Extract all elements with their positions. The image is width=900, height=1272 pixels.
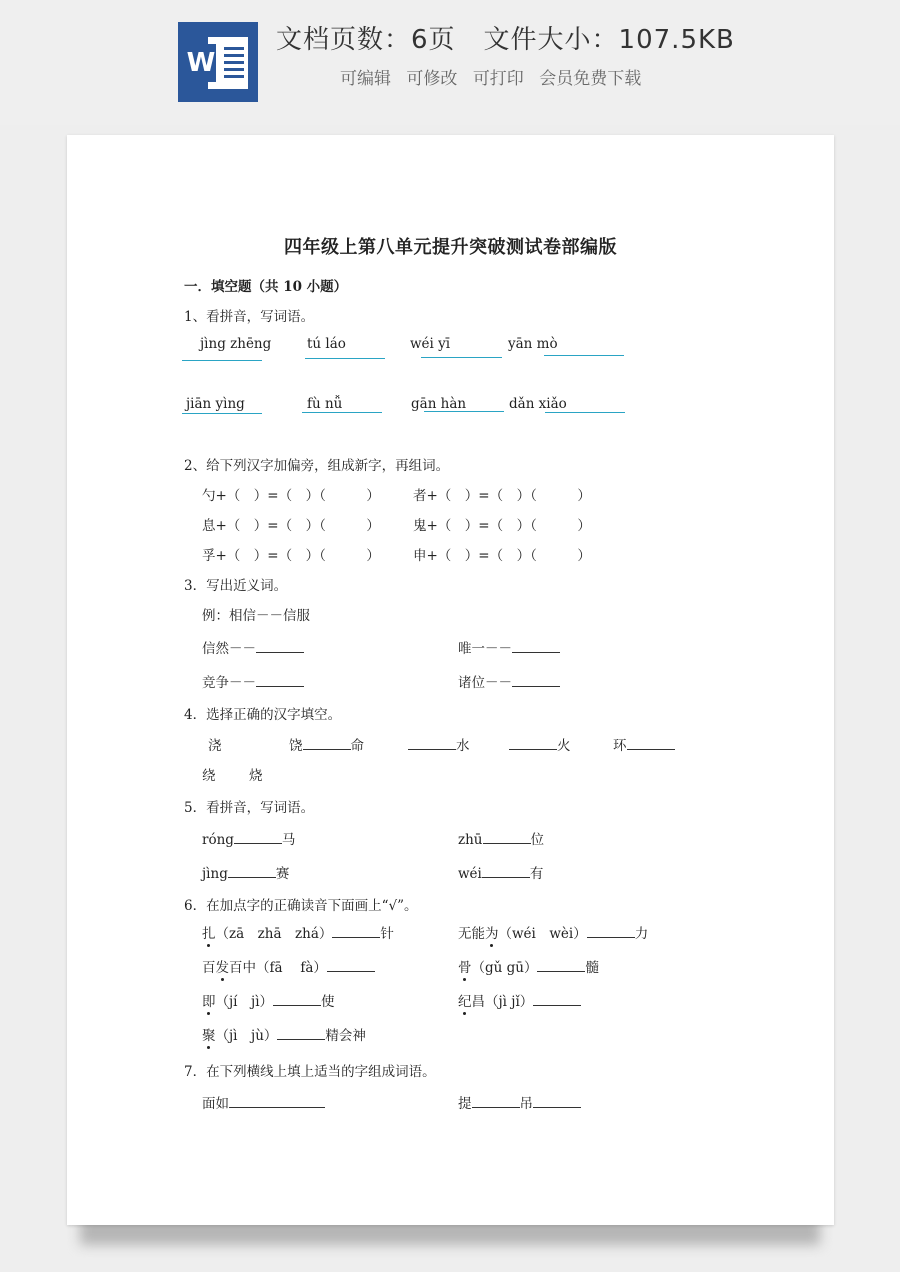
q1-answer-line[interactable] [545, 412, 625, 413]
section-heading: 一．填空题（共 10 小题） [184, 279, 348, 295]
q6-label: 6．在加点字的正确读音下面画上“√”。 [184, 898, 418, 914]
q6-item: 聚（jì jù） 精会神 [202, 1024, 366, 1044]
answer-blank[interactable] [277, 1025, 325, 1040]
q6-item: 无能为（wéi wèi） 力 [458, 922, 648, 942]
q2-item: 鬼+（ ）=（ ）（ ） [413, 518, 591, 534]
word-logo-icon [178, 22, 258, 102]
q4-option: 绕 [202, 768, 216, 784]
answer-blank[interactable] [228, 863, 276, 878]
q1-answer-line[interactable] [182, 360, 262, 361]
answer-blank[interactable] [482, 863, 530, 878]
q5-item: zhū 位 [458, 828, 544, 848]
feature-editable: 可编辑 [340, 69, 391, 89]
q4-item: 饶 命 [289, 734, 364, 754]
q4-option: 烧 [249, 768, 263, 784]
q7-item: 提 吊 [458, 1092, 581, 1112]
answer-blank[interactable] [627, 735, 675, 750]
answer-blank[interactable] [256, 672, 304, 687]
q3-label: 3．写出近义词。 [184, 578, 288, 594]
feature-list [340, 66, 651, 92]
answer-blank[interactable] [332, 923, 380, 938]
page-count: 文档页数：6页 [276, 25, 456, 55]
q3-item: 唯一－－ [458, 637, 560, 657]
q1-pinyin: wéi yī [410, 336, 451, 352]
q1-answer-line[interactable] [424, 411, 504, 412]
q1-answer-line[interactable] [302, 412, 382, 413]
q1-pinyin: jiān yìng [186, 396, 245, 412]
q1-answer-line[interactable] [544, 355, 624, 356]
answer-blank[interactable] [273, 991, 321, 1006]
answer-blank[interactable] [512, 672, 560, 687]
answer-blank[interactable] [256, 638, 304, 653]
answer-blank[interactable] [533, 991, 581, 1006]
q1-answer-line[interactable] [305, 358, 385, 359]
answer-blank[interactable] [327, 957, 375, 972]
q5-item: róng 马 [202, 828, 295, 848]
q2-item: 勺+（ ）=（ ）（ ） [202, 488, 380, 504]
answer-blank[interactable] [587, 923, 635, 938]
q1-answer-line[interactable] [421, 357, 502, 358]
q2-item: 申+（ ）=（ ）（ ） [413, 548, 591, 564]
q4-option: 浇 [208, 738, 222, 754]
q5-item: wéi 有 [458, 862, 543, 882]
q1-pinyin: fù nǚ [307, 396, 343, 412]
q7-item: 面如 [202, 1092, 325, 1112]
word-letter: W [186, 44, 216, 82]
q3-example: 例：相信－－信服 [202, 608, 310, 624]
q1-pinyin: gān hàn [411, 396, 467, 412]
answer-blank[interactable] [303, 735, 351, 750]
q6-item: 纪昌（jì jǐ） [458, 990, 581, 1010]
answer-blank[interactable] [234, 829, 282, 844]
q2-item: 者+（ ）=（ ）（ ） [413, 488, 591, 504]
q2-item: 息+（ ）=（ ）（ ） [202, 518, 380, 534]
q3-item: 竞争－－ [202, 671, 304, 691]
answer-blank[interactable] [512, 638, 560, 653]
q4-item: 环 [613, 734, 675, 754]
feature-modifiable: 可修改 [406, 69, 458, 89]
q1-pinyin: tú láo [307, 336, 346, 352]
q3-item: 信然－－ [202, 637, 304, 657]
feature-member-free: 会员免费下载 [539, 69, 642, 89]
file-info-title [276, 20, 735, 60]
q2-label: 2、给下列汉字加偏旁，组成新字，再组词。 [184, 458, 450, 474]
download-banner [0, 0, 900, 125]
q5-item: jìng 赛 [202, 862, 289, 882]
answer-blank[interactable] [408, 735, 456, 750]
q1-pinyin: jìng zhēng [200, 336, 272, 352]
q6-item: 百发百中（fā fà） [202, 956, 375, 976]
q5-label: 5．看拼音，写词语。 [184, 800, 315, 816]
document-title: 四年级上第八单元提升突破测试卷部编版 [284, 237, 617, 258]
q1-pinyin: dǎn xiǎo [509, 396, 567, 412]
answer-blank[interactable] [472, 1093, 520, 1108]
file-size: 文件大小：107.5KB [483, 25, 735, 55]
q2-item: 孚+（ ）=（ ）（ ） [202, 548, 380, 564]
q4-label: 4．选择正确的汉字填空。 [184, 707, 342, 723]
document-page [67, 135, 834, 1225]
q4-item: 水 [408, 734, 470, 754]
q7-label: 7．在下列横线上填上适当的字组成词语。 [184, 1064, 436, 1080]
answer-blank[interactable] [483, 829, 531, 844]
q6-item: 扎（zā zhā zhá） 针 [202, 922, 394, 942]
q6-item: 骨（gǔ gū） 髓 [458, 956, 599, 976]
q1-answer-line[interactable] [182, 413, 262, 414]
answer-blank[interactable] [509, 735, 557, 750]
q1-pinyin: yān mò [508, 336, 558, 352]
q1-label: 1、看拼音，写词语。 [184, 309, 315, 325]
q4-item: 火 [509, 734, 571, 754]
answer-blank[interactable] [229, 1093, 325, 1108]
answer-blank[interactable] [537, 957, 585, 972]
feature-printable: 可打印 [472, 69, 524, 89]
q3-item: 诸位－－ [458, 671, 560, 691]
answer-blank[interactable] [533, 1093, 581, 1108]
q6-item: 即（jí jì） 使 [202, 990, 335, 1010]
